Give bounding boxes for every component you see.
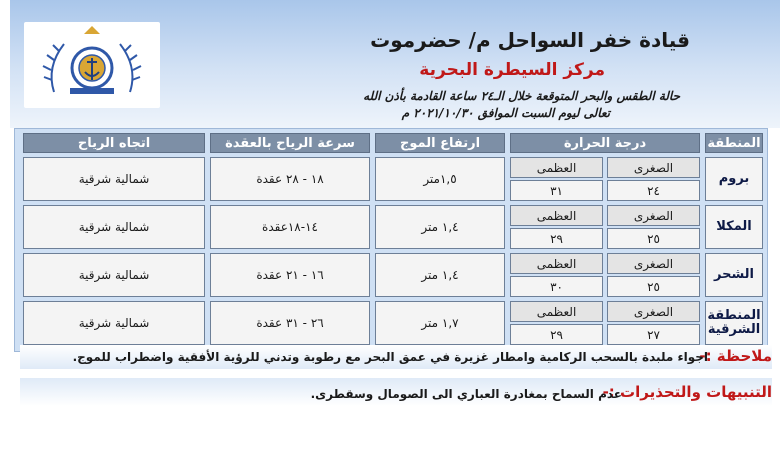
wind-direction-value: شمالية شرقية	[23, 157, 205, 201]
wave-height-value: ١,٤ متر	[375, 205, 505, 249]
wave-height-value: ١,٤ متر	[375, 253, 505, 297]
header-wave-height: ارتفاع الموج	[375, 133, 505, 153]
warnings-text: عدم السماح بمغادرة العباري الى الصومال وسقطرى.	[310, 387, 622, 401]
min-temp-value: ٢٥	[607, 276, 700, 297]
forecast-description-line2: تعالى ليوم السبت الموافق ٢٠٢١/١٠/٣٠ م	[401, 106, 610, 120]
coast-guard-logo	[24, 22, 160, 108]
row-region: المكلا	[705, 205, 763, 249]
max-label: العظمى	[510, 157, 603, 178]
header-banner	[10, 0, 780, 128]
min-temp-value: ٢٤	[607, 180, 700, 201]
header-temperature: درجة الحرارة	[510, 133, 700, 153]
max-temp-value: ٢٩	[510, 324, 603, 345]
wind-speed-value: ١٦ - ٢١ عقدة	[210, 253, 370, 297]
note-label: ملاحظة :-	[699, 347, 772, 365]
wave-height-value: ١,٧ متر	[375, 301, 505, 345]
note-section	[20, 345, 772, 369]
wind-speed-value: ١٤-١٨عقدة	[210, 205, 370, 249]
max-label: العظمى	[510, 205, 603, 226]
row-region: بروم	[705, 157, 763, 201]
page-title: قيادة خفر السواحل م/ حضرموت	[370, 28, 690, 52]
anchor-emblem-icon	[24, 22, 160, 108]
max-label: العظمى	[510, 253, 603, 274]
forecast-description-line1: حالة الطقس والبحر المتوقعة خلال الـ٢٤ ساعة القادمة بأذن الله	[363, 89, 680, 103]
header-region: المنطقة	[705, 133, 763, 153]
row-region: المنطقة الشرقية	[705, 301, 763, 345]
page-subtitle: مركز السيطرة البحرية	[419, 60, 605, 80]
max-temp-value: ٣١	[510, 180, 603, 201]
min-label: الصغرى	[607, 157, 700, 178]
min-label: الصغرى	[607, 253, 700, 274]
min-temp-value: ٢٧	[607, 324, 700, 345]
wind-direction-value: شمالية شرقية	[23, 253, 205, 297]
header-wind-speed: سرعة الرياح بالعقدة	[210, 133, 370, 153]
max-label: العظمى	[510, 301, 603, 322]
forecast-table	[14, 128, 768, 352]
row-region: الشحر	[705, 253, 763, 297]
max-temp-value: ٣٠	[510, 276, 603, 297]
note-text: اجواء ملبدة بالسحب الركامية وامطار غزيرة في عمق البحر مع رطوبة وتدني للرؤية الأفقية واضطراب للموج.	[72, 350, 708, 364]
max-temp-value: ٢٩	[510, 228, 603, 249]
min-label: الصغرى	[607, 205, 700, 226]
min-label: الصغرى	[607, 301, 700, 322]
wind-speed-value: ٢٦ - ٣١ عقدة	[210, 301, 370, 345]
header-wind-direction: اتجاه الرياح	[23, 133, 205, 153]
min-temp-value: ٢٥	[607, 228, 700, 249]
wave-height-value: ١,٥متر	[375, 157, 505, 201]
wind-direction-value: شمالية شرقية	[23, 301, 205, 345]
wind-speed-value: ١٨ - ٢٨ عقدة	[210, 157, 370, 201]
warnings-section	[20, 378, 772, 406]
wind-direction-value: شمالية شرقية	[23, 205, 205, 249]
warnings-label: التنبيهات والتحذيرات :-	[602, 383, 772, 401]
